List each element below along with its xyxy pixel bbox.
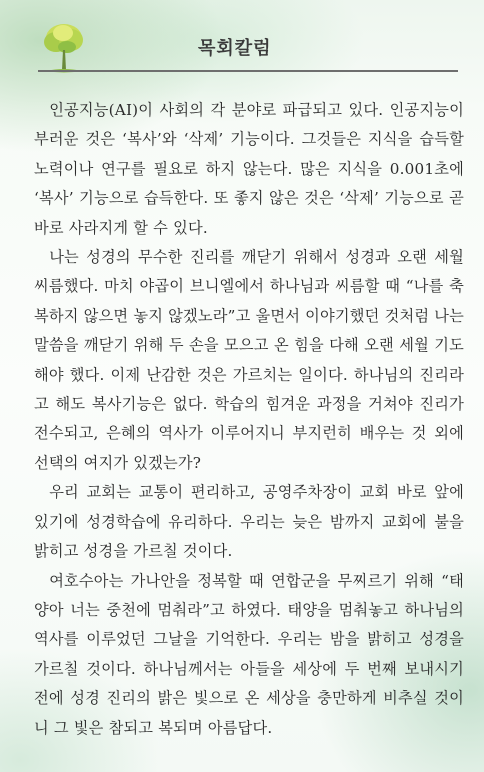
article-paragraph: 우리 교회는 교통이 편리하고, 공영주차장이 교회 바로 앞에 있기에 성경학습에 유리하다. 우리는 늦은 밤까지 교회에 불을 밝히고 성경을 가르칠 것이다. — [34, 483, 464, 561]
header-divider — [38, 70, 458, 72]
article-paragraph: 나는 성경의 무수한 진리를 깨닫기 위해서 성경과 오랜 세월 씨름했다. 마치 야곱이 브니엘에서 하나님과 씨름할 때 “나를 축복하지 않으면 놓지 않겠노라”고 울면서 이야기했던 것처럼 나는 말씀을 깨닫기 위해 두 손을 모으고 온 힘을 다해 오랜 세월 기도해야 했다. 이제 난감한 것은 가르치는 일이다. 하나님의 진리라고 해도 복사기능은 없다. 학습의 힘겨운 과정을 거쳐야 진리가 전수되고, 은혜의 역사가 이루어지니 부지런히 배우는 것 외에 선택의 여지가 있겠는가? — [34, 248, 464, 472]
article-body — [34, 96, 464, 743]
article-paragraph: 여호수아는 가나안을 정복할 때 연합군을 무찌르기 위해 “태양아 너는 중천에 멈춰라”고 하였다. 태양을 멈춰놓고 하나님의 역사를 이루었던 그날을 기억한다. 우리는 밤을 밝히고 성경을 가르칠 것이다. 하나님께서는 아들을 세상에 두 번째 보내시기 전에 성경 진리의 밝은 빛으로 온 세상을 충만하게 비추실 것이니 그 빛은 참되고 복되며 아름답다. — [34, 571, 464, 737]
column-title: 목회칼럼 — [198, 38, 272, 59]
tree-icon — [38, 20, 90, 76]
article-paragraph: 인공지능(AI)이 사회의 각 분야로 파급되고 있다. 인공지능이 부러운 것은 ‘복사’와 ‘삭제’ 기능이다. 그것들은 지식을 습득할 노력이나 연구를 필요로 하지 않는다. 많은 지식을 0.001초에 ‘복사’ 기능으로 습득한다. 또 좋지 않은 것은 ‘삭제’ 기능으로 곧바로 사라지게 할 수 있다. — [34, 101, 464, 237]
